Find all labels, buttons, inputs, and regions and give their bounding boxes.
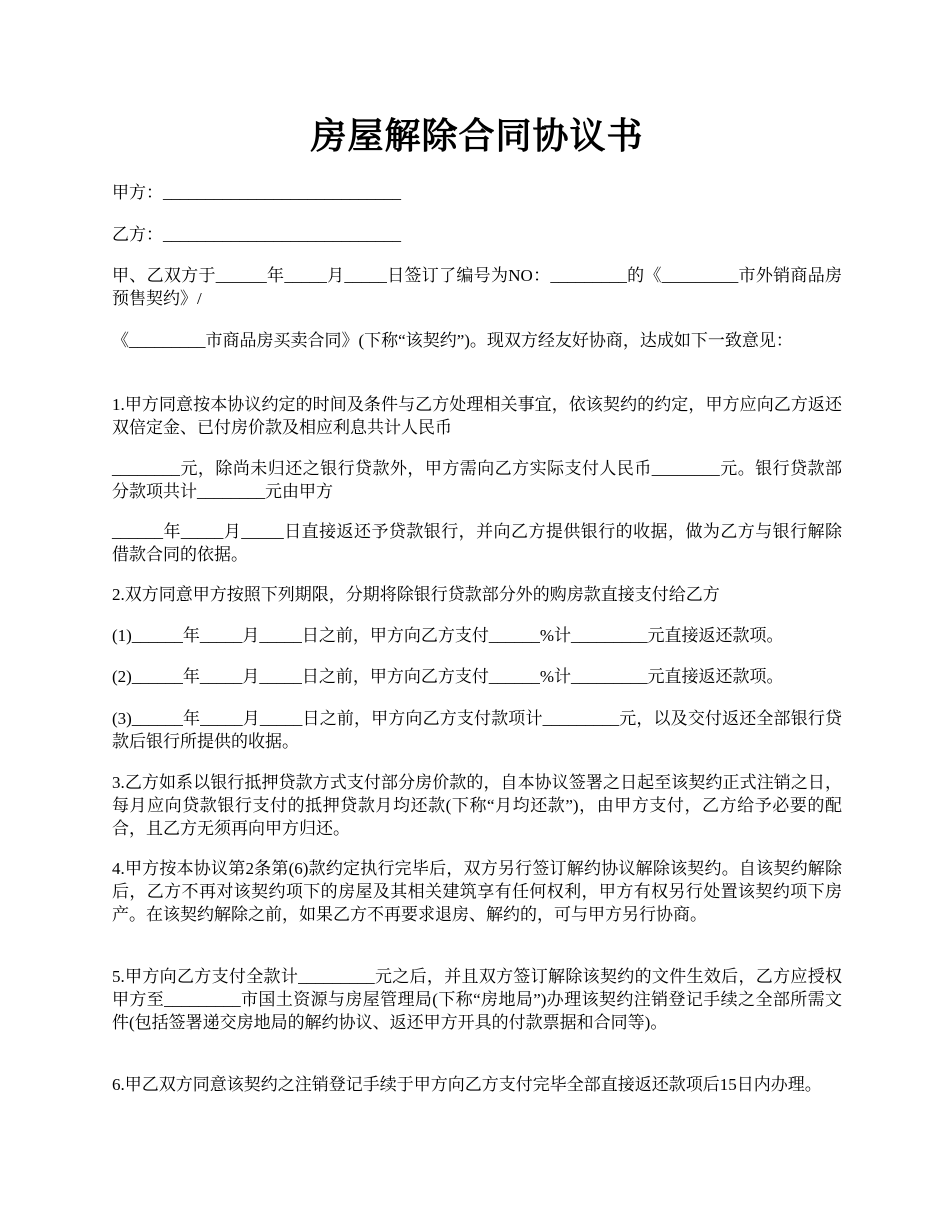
party-b-line: 乙方：____________________________: [112, 225, 401, 244]
party-a-line: 甲方：____________________________: [112, 183, 401, 202]
clause-2-item-2: (2)______年_____月_____日之前，甲方向乙方支付______%计_________元直接返还款项。: [112, 667, 784, 686]
document-title: 房屋解除合同协议书: [310, 116, 644, 156]
clause-1-amount-paragraph: ________元，除尚未归还之银行贷款外，甲方需向乙方实际支付人民币________元。银行贷款部分款项共计________元由甲方: [112, 459, 842, 501]
clause-4-paragraph: 4.甲方按本协议第2条第(6)款约定执行完毕后，双方另行签订解约协议解除该契约。自该契约解除后，乙方不再对该契约项下的房屋及其相关建筑享有任何权利，甲方有权另行处置该契约项下房产。在该契约解除之前，如果乙方不再要求退房、解约的，可与甲方另行协商。: [112, 859, 842, 924]
clause-6-paragraph: 6.甲乙双方同意该契约之注销登记手续于甲方向乙方支付完毕全部直接返还款项后15日内办理。: [112, 1075, 822, 1094]
clause-5-paragraph: 5.甲方向乙方支付全款计_________元之后，并且双方签订解除该契约的文件生效后，乙方应授权甲方至_________市国土资源与房屋管理局(下称“房地局”)办理该契约注销登记手续之全部所需文件(包括签署递交房地局的解约协议、返还甲方开具的付款票据和合同等)。: [112, 967, 842, 1032]
clause-1-paragraph: 1.甲方同意按本协议约定的时间及条件与乙方处理相关事宜，依该契约的约定，甲方应向乙方返还双倍定金、已付房价款及相应利息共计人民币: [112, 395, 842, 437]
clause-2-item-3: (3)______年_____月_____日之前，甲方向乙方支付款项计_________元，以及交付返还全部银行贷款后银行所提供的收据。: [112, 709, 842, 751]
clause-2-item-1: (1)______年_____月_____日之前，甲方向乙方支付______%计_________元直接返还款项。: [112, 626, 784, 645]
clause-2-paragraph: 2.双方同意甲方按照下列期限，分期将除银行贷款部分外的购房款直接支付给乙方: [112, 585, 720, 604]
intro-continuation-paragraph: 《_________市商品房买卖合同》(下称“该契约”)。现双方经友好协商，达成如下一致意见：: [112, 331, 793, 350]
clause-3-paragraph: 3.乙方如系以银行抵押贷款方式支付部分房价款的，自本协议签署之日起至该契约正式注销之日，每月应向贷款银行支付的抵押贷款月均还款(下称“月均还款”)，由甲方支付，乙方给予必要的配合，且乙方无须再向甲方归还。: [112, 773, 842, 838]
clause-1-date-paragraph: ______年_____月_____日直接返还予贷款银行，并向乙方提供银行的收据，做为乙方与银行解除借款合同的依据。: [112, 522, 842, 564]
intro-paragraph: 甲、乙双方于______年_____月_____日签订了编号为NO：_________的《_________市外销商品房预售契约》/: [112, 266, 842, 308]
